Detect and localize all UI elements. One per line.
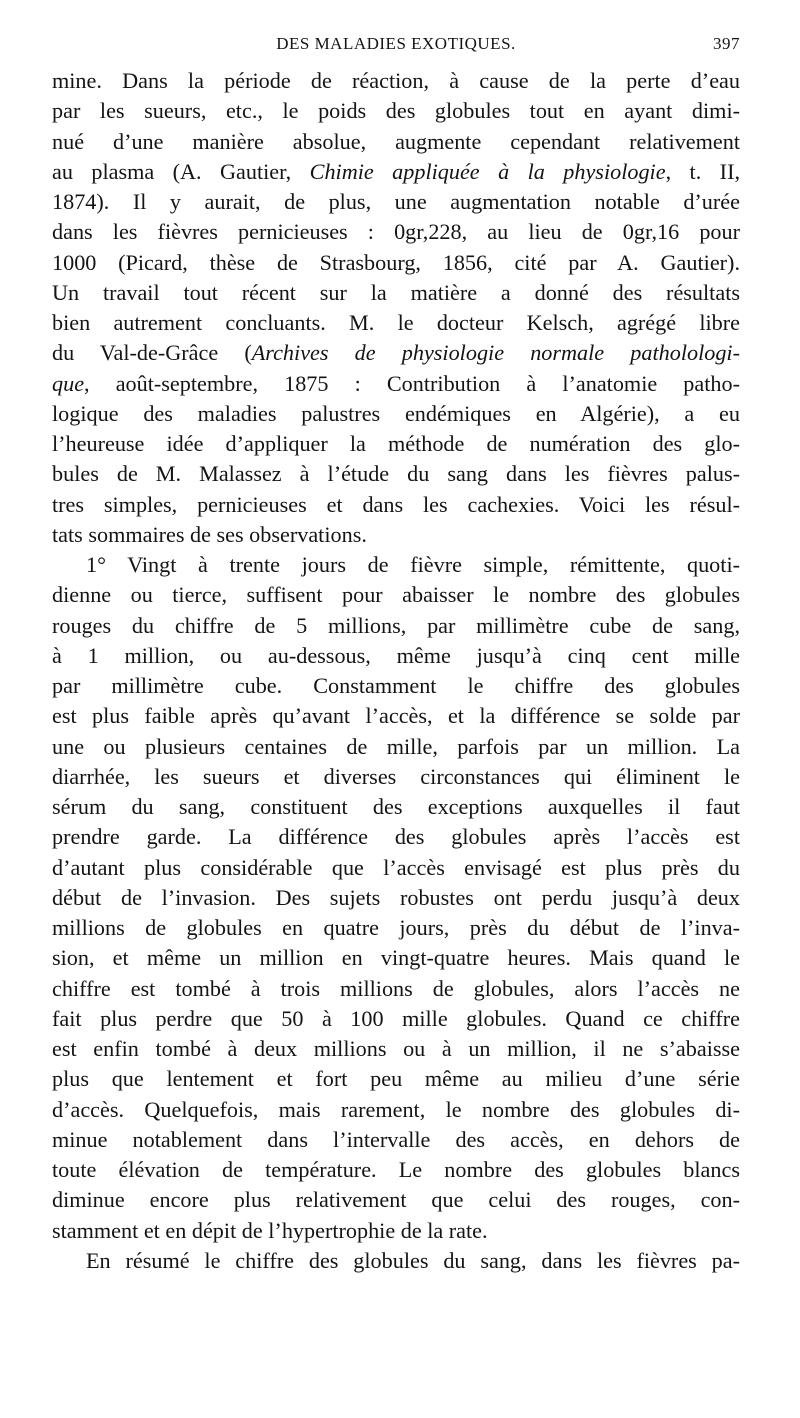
text-run: diarrhée, les sueurs et diverses circonstances qui éliminent le <box>52 763 740 789</box>
text-line <box>52 580 740 610</box>
text-run: , t. II, <box>665 158 740 184</box>
text-run: est plus faible après qu’avant l’accès, et la différence se solde par <box>52 703 740 729</box>
text-line <box>52 1004 740 1034</box>
italic-title: que <box>52 370 85 396</box>
text-run: bien autrement concluants. M. le docteur Kelsch, agrégé libre <box>52 310 740 335</box>
text-line <box>52 1034 740 1064</box>
text-run: au plasma (A. Gautier, <box>52 158 310 184</box>
text-run: à 1 million, ou au-dessous, même jusqu’à cinq cent mille <box>52 642 740 668</box>
text-run: 1000 (Picard, thèse de Strasbourg, 1856, cité par A. Gautier). <box>52 249 740 275</box>
text-line <box>52 127 740 157</box>
text-line <box>52 883 740 913</box>
text-run: une ou plusieurs centaines de mille, parfois par un million. La <box>52 733 740 759</box>
text-run: dans les fièvres pernicieuses : 0gr,228, au lieu de 0gr,16 pour <box>52 219 740 245</box>
text-run: fait plus perdre que 50 à 100 mille globules. Quand ce chiffre <box>52 1005 740 1031</box>
text-line <box>52 490 740 520</box>
text-run: diminue encore plus relativement que celui des rouges, con- <box>52 1187 740 1213</box>
text-run: nué d’une manière absolue, augmente cependant relativement <box>52 128 740 154</box>
text-run: bules de M. Malassez à l’étude du sang dans les fièvres palus- <box>52 461 740 487</box>
text-run: minue notablement dans l’intervalle des accès, en dehors de <box>52 1126 740 1152</box>
text-line <box>52 671 740 701</box>
text-run: prendre garde. La différence des globules après l’accès est <box>52 824 740 850</box>
text-line <box>52 550 740 580</box>
text-run: logique des maladies palustres endémiques en Algérie), a eu <box>52 400 740 426</box>
text-line <box>52 157 740 187</box>
italic-title: Archives de physiologie normale patholologi- <box>251 340 740 366</box>
text-run: tats sommaires de ses observations. <box>52 521 367 547</box>
text-run: par millimètre cube. Constamment le chiffre des globules <box>52 673 740 698</box>
text-line <box>52 1246 740 1276</box>
text-line <box>52 732 740 762</box>
text-line <box>52 338 740 368</box>
text-run: dienne ou tierce, suffisent pour abaisser le nombre des globules <box>52 582 740 608</box>
text-line <box>52 278 740 308</box>
running-head <box>52 34 740 58</box>
text-run: En résumé le chiffre des globules du sang, dans les fièvres pa- <box>86 1247 740 1273</box>
text-run: Un travail tout récent sur la matière a donné des résultats <box>52 279 740 305</box>
text-run: plus que lentement et fort peu même au milieu d’une série <box>52 1066 740 1092</box>
text-run: stamment et en dépit de l’hypertrophie de la rate. <box>52 1217 488 1243</box>
text-line <box>52 429 740 459</box>
text-line <box>52 1095 740 1125</box>
text-run: rouges du chiffre de 5 millions, par millimètre cube de sang, <box>52 612 740 638</box>
text-run: par les sueurs, etc., le poids des globules tout en ayant dimi- <box>52 98 740 124</box>
text-run: chiffre est tombé à trois millions de globules, alors l’accès ne <box>52 975 740 1001</box>
text-line <box>52 762 740 792</box>
text-line <box>52 96 740 126</box>
text-line <box>52 943 740 973</box>
text-line <box>52 974 740 1004</box>
text-line <box>52 66 740 96</box>
text-line <box>52 822 740 852</box>
text-run: d’accès. Quelquefois, mais rarement, le nombre des globules di- <box>52 1096 740 1122</box>
running-title: DES MALADIES EXOTIQUES. <box>276 34 516 53</box>
italic-title: Chimie appliquée à la physiologie <box>309 158 666 184</box>
text-run: l’heureuse idée d’appliquer la méthode de numération des glo- <box>52 431 740 456</box>
text-run: 1874). Il y aurait, de plus, une augmentation notable d’urée <box>52 189 740 214</box>
text-line <box>52 217 740 247</box>
text-line <box>52 399 740 429</box>
text-line <box>52 459 740 489</box>
text-run: 1° Vingt à trente jours de fièvre simple, rémittente, quoti- <box>86 552 740 577</box>
text-run: , août-septembre, 1875 : Contribution à l’anatomie patho- <box>84 370 740 396</box>
text-line <box>52 308 740 338</box>
text-run: début de l’invasion. Des sujets robustes ont perdu jusqu’à deux <box>52 884 740 910</box>
text-line <box>52 248 740 278</box>
text-run: sion, et même un million en vingt-quatre heures. Mais quand le <box>52 945 740 971</box>
text-line <box>52 913 740 943</box>
text-line <box>52 1125 740 1155</box>
text-line <box>52 792 740 822</box>
text-line <box>52 520 740 550</box>
text-line <box>52 701 740 731</box>
text-run: millions de globules en quatre jours, près du début de l’inva- <box>52 915 740 940</box>
text-line <box>52 1064 740 1094</box>
page-number: 397 <box>713 34 740 53</box>
text-run: tres simples, pernicieuses et dans les cachexies. Voici les résul- <box>52 491 740 517</box>
text-run: du Val-de-Grâce ( <box>52 340 252 366</box>
text-line <box>52 1216 740 1246</box>
text-run: mine. Dans la période de réaction, à cause de la perte d’eau <box>52 68 740 93</box>
text-run: toute élévation de température. Le nombre des globules blancs <box>52 1157 740 1182</box>
text-run: d’autant plus considérable que l’accès envisagé est plus près du <box>52 854 740 880</box>
text-line <box>52 853 740 883</box>
text-line <box>52 187 740 217</box>
text-line <box>52 1185 740 1215</box>
text-run: est enfin tombé à deux millions ou à un million, il ne s’abaisse <box>52 1036 740 1061</box>
body-text <box>52 66 740 1276</box>
text-line <box>52 611 740 641</box>
text-line <box>52 369 740 399</box>
text-line <box>52 641 740 671</box>
text-run: sérum du sang, constituent des exceptions auxquelles il faut <box>52 794 740 819</box>
text-line <box>52 1155 740 1185</box>
